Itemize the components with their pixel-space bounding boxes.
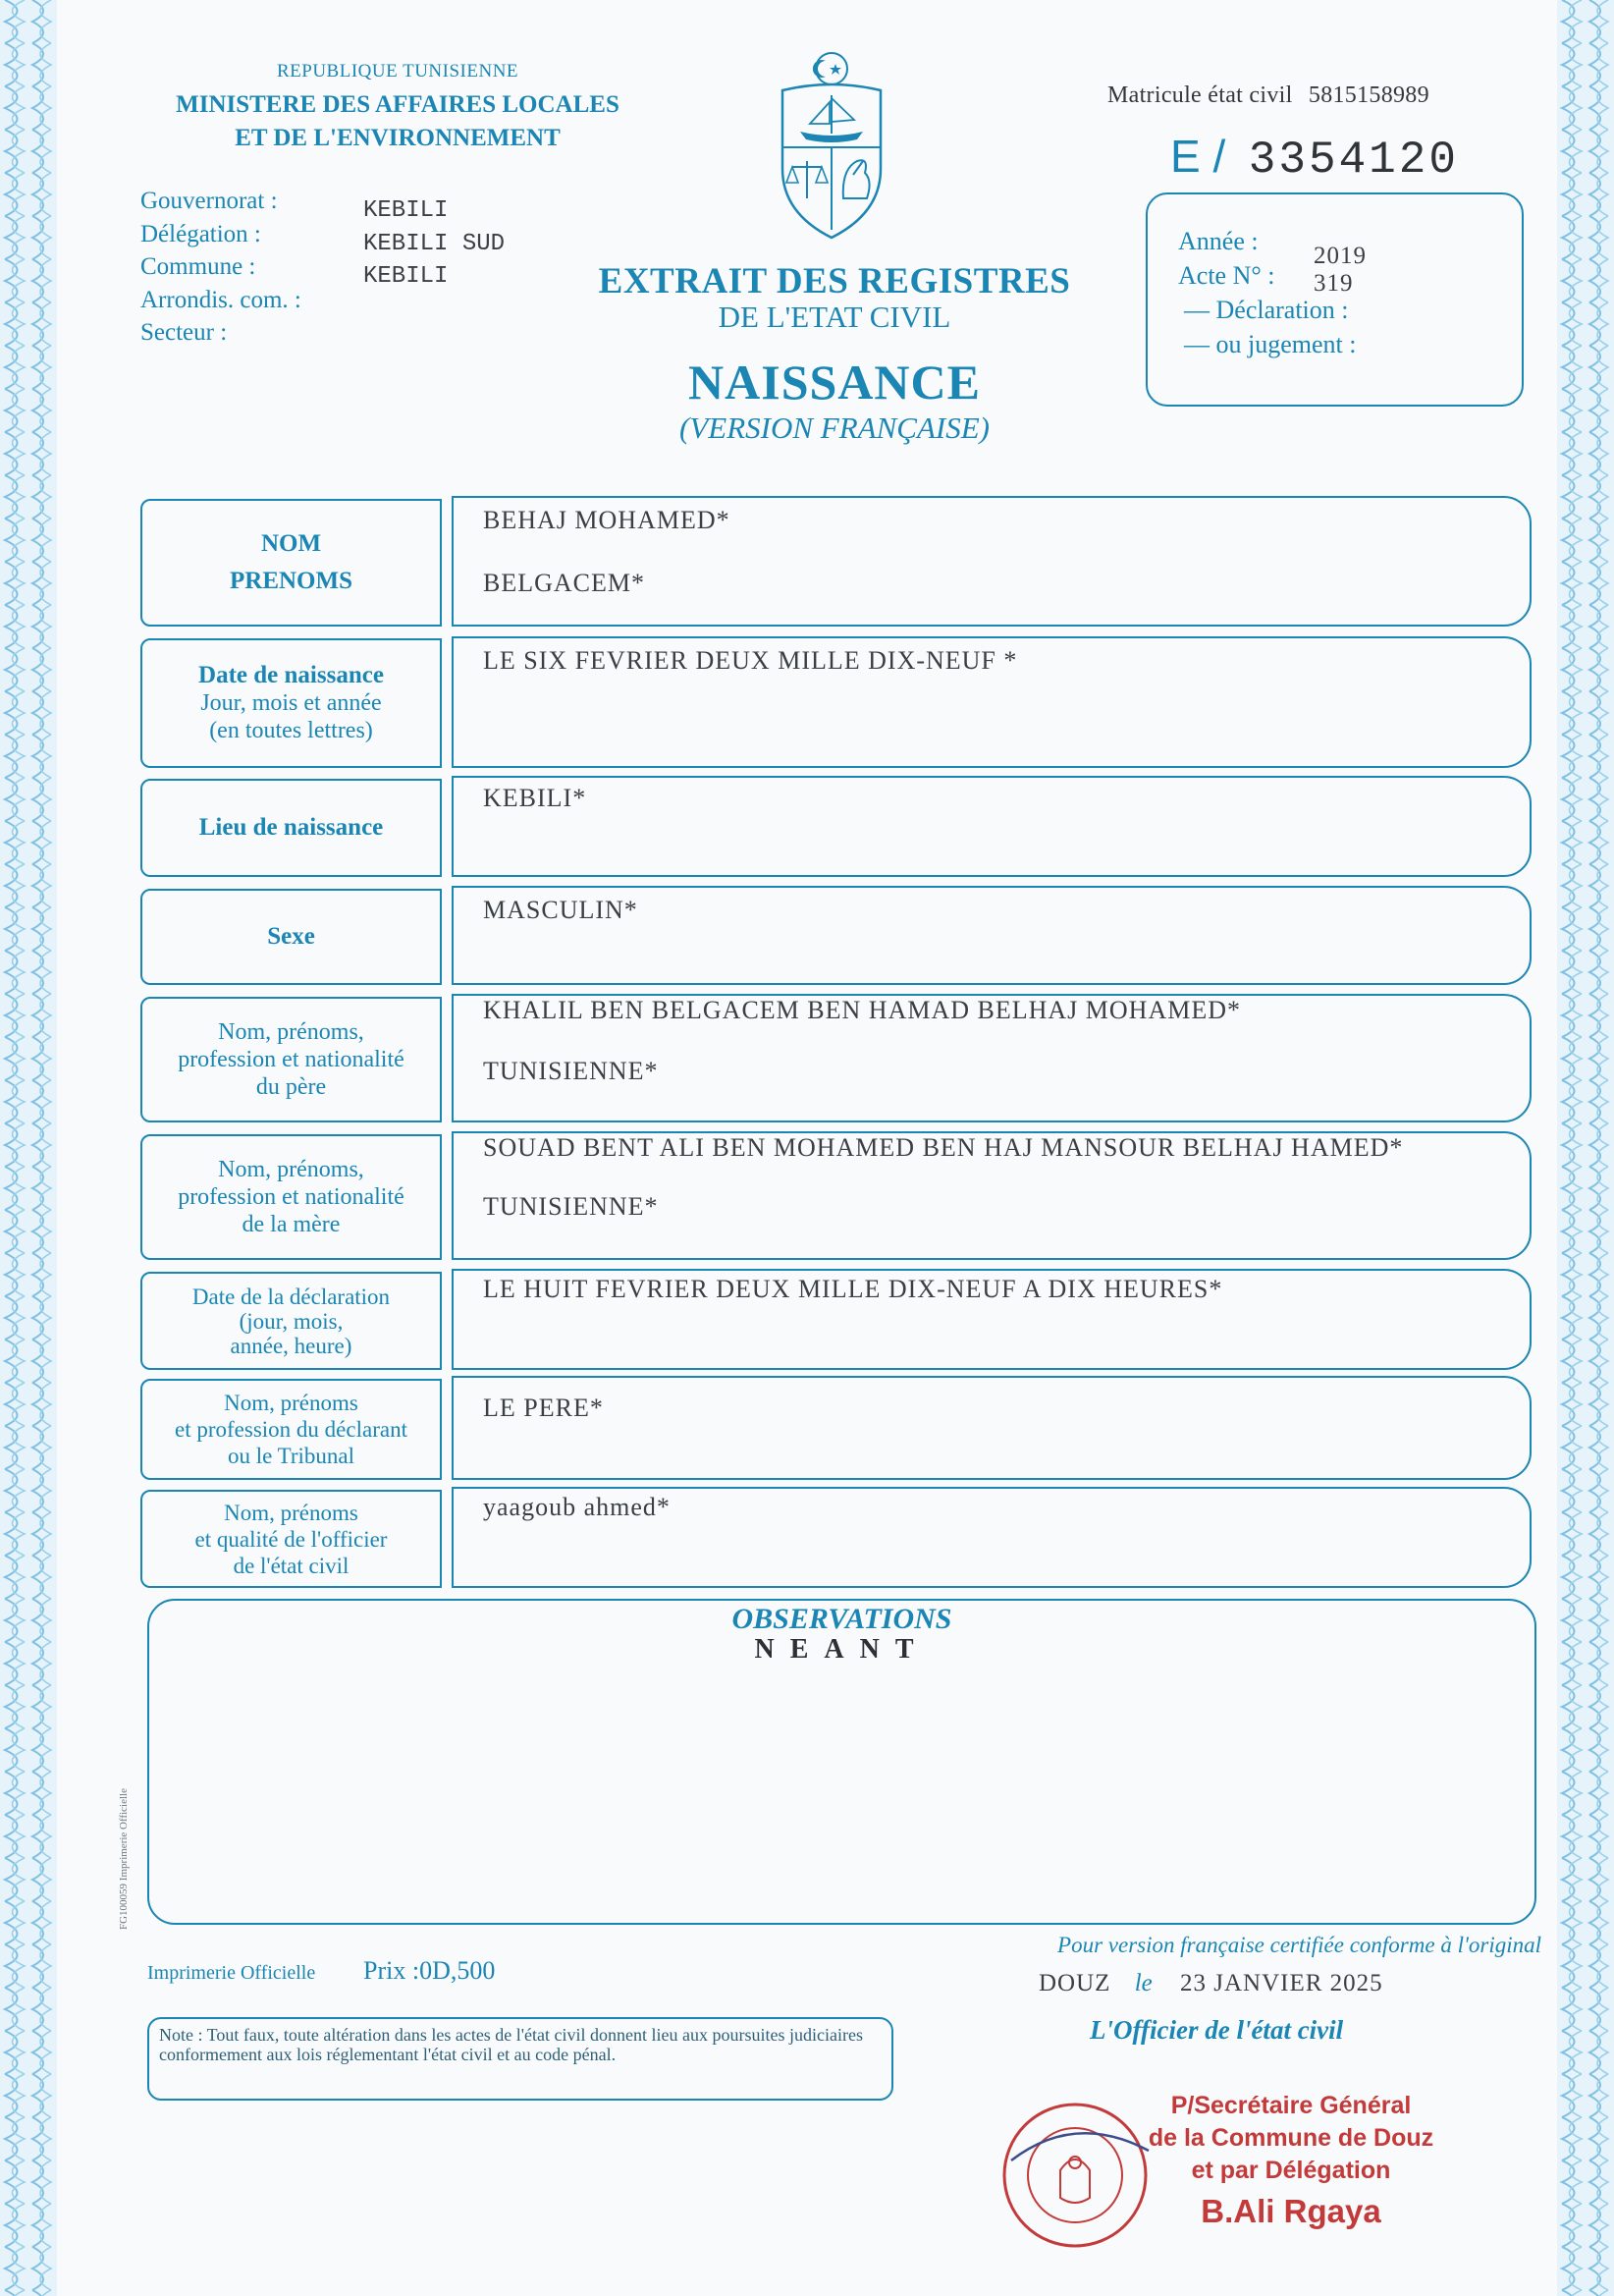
admin-labels [140,185,301,350]
signatory-line-1: P/Secrétaire Général [1170,2092,1412,2119]
nom-value: BEHAJ MOHAMED* [483,506,730,534]
officier-value-box [452,1487,1532,1588]
mere-name-value: SOUAD BENT ALI BEN MOHAMED BEN HAJ MANSOUR BELHAJ HAMED* [483,1133,1404,1162]
declarant-label-1: Nom, prénoms [224,1391,358,1415]
signatory-line-3: et par Délégation [1191,2157,1391,2184]
date-naissance-sub1: Jour, mois et année [200,690,382,716]
officier-label-box [140,1490,442,1588]
date-naissance-label: Date de naissance [198,662,384,688]
pere-label-box [140,997,442,1122]
secteur-label: Secteur : [140,319,228,346]
tunisia-coat-of-arms-icon [771,51,893,243]
mere-nationality-value: TUNISIENNE* [483,1192,659,1221]
officier-label-3: de l'état civil [233,1553,350,1578]
sexe-value-box [452,886,1532,985]
declarant-value: LE PERE* [483,1394,604,1422]
prenoms-value: BELGACEM* [483,569,645,597]
signatory-line-2: de la Commune de Douz [1148,2124,1434,2152]
pere-name-value: KHALIL BEN BELGACEM BEN HAMAD BELHAJ MOHAMED* [483,996,1242,1024]
officier-label-2: et qualité de l'officier [194,1526,388,1552]
nom-prenoms-value-box [452,496,1532,627]
document-subtitle: DE L'ETAT CIVIL [718,300,951,334]
official-stamp-icon [992,2092,1158,2259]
arrondissement-label: Arrondis. com. : [140,286,301,313]
observations-value: NEANT [754,1634,930,1665]
lieu-naissance-label: Lieu de naissance [198,814,384,841]
serial-prefix: E / [1170,131,1226,182]
signatory-block [1144,2090,1438,2227]
date-naissance-sub2: (en toutes lettres) [209,718,373,743]
ministry-name [118,88,677,155]
printer-side-code: FG100059 Imprimerie Officielle [118,1788,130,1930]
declaration-date-label-3: année, heure) [230,1333,352,1358]
matricule-value: 5815158989 [1308,82,1429,108]
declaration-label: — Déclaration : [1184,296,1349,324]
date-naissance-value: LE SIX FEVRIER DEUX MILLE DIX-NEUF * [483,646,1018,675]
mere-label-2: profession et nationalité [178,1184,404,1210]
acte-label: Acte N° : [1178,261,1275,290]
document-title: EXTRAIT DES REGISTRES [598,261,1071,301]
document-type: NAISSANCE [688,355,981,410]
declaration-date-value-box [452,1269,1532,1370]
mere-label-3: de la mère [242,1212,341,1237]
acte-values [1314,243,1367,298]
annee-label: Année : [1178,227,1259,255]
lieu-naissance-label-box [140,779,442,877]
pere-label-2: profession et nationalité [178,1047,404,1072]
right-decorative-border [1557,0,1614,2296]
acte-value: 319 [1314,270,1354,297]
commune-label: Commune : [140,253,256,280]
left-decorative-border [0,0,57,2296]
declarant-value-box [452,1376,1532,1480]
le-label: le [1134,1970,1153,1996]
matricule [1107,82,1429,109]
nom-label: NOM [260,530,322,557]
mere-value-box [452,1131,1532,1260]
sexe-label: Sexe [267,923,315,950]
sexe-value: MASCULIN* [483,896,638,924]
declarant-label-box [140,1379,442,1480]
declaration-date-label-2: (jour, mois, [239,1308,344,1334]
pere-value-box [452,994,1532,1122]
jugement-label: — ou jugement : [1184,330,1357,358]
place-value: DOUZ [1039,1970,1111,1996]
delegation-value: KEBILI SUD [363,230,506,257]
declaration-date-value: LE HUIT FEVRIER DEUX MILLE DIX-NEUF A DIX HEURES* [483,1275,1223,1303]
commune-value: KEBILI [363,263,449,290]
declaration-date-label-box [140,1272,442,1370]
lieu-naissance-value: KEBILI* [483,784,587,812]
serial-value: 3354120 [1248,135,1459,186]
serial-number [1170,130,1459,186]
nom-prenoms-label-box [140,499,442,627]
date-naissance-value-box [452,636,1532,768]
lieu-naissance-value-box [452,776,1532,877]
matricule-label: Matricule état civil [1107,82,1293,108]
mere-label-1: Nom, prénoms, [218,1157,364,1182]
pere-label-1: Nom, prénoms, [218,1019,364,1045]
issue-date-value: 23 JANVIER 2025 [1179,1970,1383,1996]
officier-label-1: Nom, prénoms [224,1500,358,1525]
declaration-date-label-1: Date de la déclaration [191,1284,391,1309]
ministry-line-1: MINISTERE DES AFFAIRES LOCALES [176,91,619,118]
sexe-label-box [140,889,442,985]
legal-note: Note : Tout faux, toute altération dans les actes de l'état civil donnent lieu aux poursuites judiciaires conformement aux lois réglementant l'état civil et au code pénal. [147,2017,893,2101]
ministry-line-2: ET DE L'ENVIRONNEMENT [235,125,561,151]
delegation-label: Délégation : [140,220,261,247]
officier-value: yaagoub ahmed* [483,1493,671,1521]
declarant-label-3: ou le Tribunal [227,1444,355,1468]
signatory-name: B.Ali Rgaya [1201,2193,1381,2229]
republic-label: REPUBLIQUE TUNISIENNE [276,61,519,82]
price-label: Prix :0D,500 [363,1956,496,1985]
declarant-label-2: et profession du déclarant [175,1417,407,1442]
officier-title: L'Officier de l'état civil [1090,2015,1344,2045]
prenoms-label: PRENOMS [230,568,352,594]
annee-value: 2019 [1314,243,1367,269]
pere-label-3: du père [255,1074,327,1100]
certification-statement: Pour version française certifiée conforme à l'original [1057,1933,1541,1957]
observations-title: OBSERVATIONS [731,1603,952,1635]
imprimerie-label: Imprimerie Officielle [147,1962,316,1984]
admin-values [363,194,505,294]
document-version: (VERSION FRANÇAISE) [679,410,990,445]
pere-nationality-value: TUNISIENNE* [483,1057,659,1085]
gouvernorat-label: Gouvernorat : [140,188,278,214]
place-date-line [1039,1970,1383,1997]
mere-label-box [140,1134,442,1260]
date-naissance-label-box [140,638,442,768]
gouvernorat-value: KEBILI [363,197,449,224]
